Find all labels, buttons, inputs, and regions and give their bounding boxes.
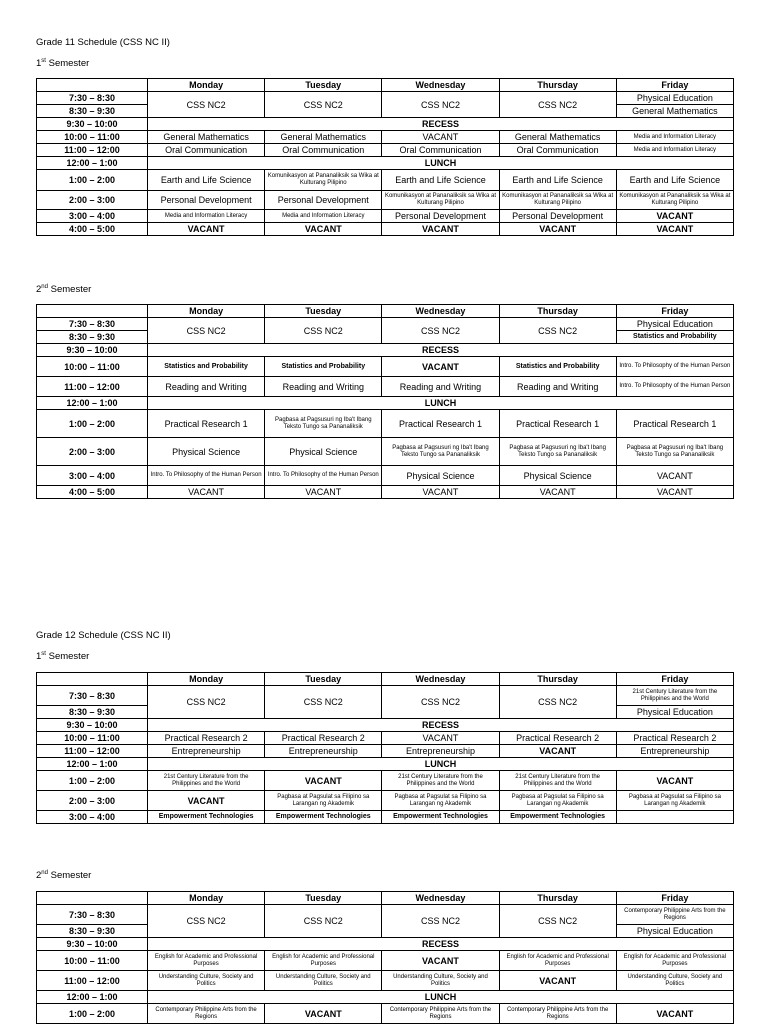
table-row bbox=[37, 991, 734, 1004]
table-row bbox=[37, 1004, 734, 1024]
class-cell: Intro. To Philosophy of the Human Person bbox=[265, 466, 382, 486]
class-cell: Reading and Writing bbox=[499, 377, 616, 397]
class-cell: VACANT bbox=[265, 771, 382, 791]
g12-sem1-table-wrap bbox=[36, 672, 734, 824]
corner-cell bbox=[37, 892, 148, 905]
day-header: Friday bbox=[616, 892, 733, 905]
class-cell: Komunikasyon at Pananaliksik sa Wika at Kulturang Pilipino bbox=[265, 170, 382, 191]
time-cell: 3:00 – 4:00 bbox=[37, 811, 148, 824]
day-header: Friday bbox=[616, 673, 733, 686]
class-cell: Practical Research 1 bbox=[499, 410, 616, 438]
recess-cell: RECESS bbox=[148, 344, 734, 357]
class-cell: CSS NC2 bbox=[148, 905, 265, 938]
time-cell: 1:00 – 2:00 bbox=[37, 410, 148, 438]
day-header: Friday bbox=[616, 305, 733, 318]
g12-sem2-schedule-table bbox=[36, 891, 734, 1024]
class-cell: CSS NC2 bbox=[382, 905, 499, 938]
class-cell: CSS NC2 bbox=[382, 318, 499, 344]
class-cell: VACANT bbox=[265, 1004, 382, 1024]
day-header: Tuesday bbox=[265, 79, 382, 92]
table-row bbox=[37, 92, 734, 105]
class-cell: General Mathematics bbox=[499, 131, 616, 144]
class-cell: Reading and Writing bbox=[148, 377, 265, 397]
g12-sem1-label: 1st Semester bbox=[36, 651, 90, 663]
table-row bbox=[37, 686, 734, 706]
class-cell: Understanding Culture, Society and Politics bbox=[382, 971, 499, 991]
class-cell: Practical Research 2 bbox=[616, 732, 733, 745]
table-row bbox=[37, 758, 734, 771]
corner-cell bbox=[37, 673, 148, 686]
class-cell: Oral Communication bbox=[382, 144, 499, 157]
day-header: Thursday bbox=[499, 305, 616, 318]
class-cell: Understanding Culture, Society and Politics bbox=[148, 971, 265, 991]
class-cell: Practical Research 1 bbox=[148, 410, 265, 438]
day-header: Thursday bbox=[499, 79, 616, 92]
class-cell: Contemporary Philippine Arts from the Regions bbox=[382, 1004, 499, 1024]
class-cell: Statistics and Probability bbox=[265, 357, 382, 377]
recess-cell: RECESS bbox=[148, 719, 734, 732]
time-cell: 1:00 – 2:00 bbox=[37, 1004, 148, 1024]
class-cell: Pagbasa at Pagsulat sa Filipino sa Larangan ng Akademik bbox=[382, 791, 499, 811]
class-cell: CSS NC2 bbox=[148, 318, 265, 344]
class-cell: CSS NC2 bbox=[265, 318, 382, 344]
table-row bbox=[37, 971, 734, 991]
class-cell: VACANT bbox=[616, 771, 733, 791]
day-header: Tuesday bbox=[265, 892, 382, 905]
table-row bbox=[37, 951, 734, 971]
class-cell: VACANT bbox=[616, 1004, 733, 1024]
class-cell: English for Academic and Professional Purposes bbox=[499, 951, 616, 971]
class-cell: VACANT bbox=[148, 486, 265, 499]
class-cell: VACANT bbox=[499, 745, 616, 758]
class-cell: Practical Research 1 bbox=[616, 410, 733, 438]
time-cell: 2:00 – 3:00 bbox=[37, 791, 148, 811]
time-cell: 11:00 – 12:00 bbox=[37, 745, 148, 758]
time-cell: 11:00 – 12:00 bbox=[37, 377, 148, 397]
time-cell: 3:00 – 4:00 bbox=[37, 466, 148, 486]
class-cell: VACANT bbox=[148, 791, 265, 811]
class-cell: VACANT bbox=[382, 732, 499, 745]
class-cell: Entrepreneurship bbox=[616, 745, 733, 758]
day-header: Wednesday bbox=[382, 305, 499, 318]
class-cell: Contemporary Philippine Arts from the Regions bbox=[499, 1004, 616, 1024]
class-cell: General Mathematics bbox=[616, 105, 733, 118]
class-cell: 21st Century Literature from the Philippines and the World bbox=[382, 771, 499, 791]
class-cell: Physical Education bbox=[616, 318, 733, 331]
table-row bbox=[37, 377, 734, 397]
class-cell: Empowerment Technologies bbox=[265, 811, 382, 824]
class-cell: Entrepreneurship bbox=[148, 745, 265, 758]
g11-sem2-label: 2nd Semester bbox=[36, 284, 92, 296]
class-cell: Reading and Writing bbox=[265, 377, 382, 397]
class-cell: VACANT bbox=[265, 486, 382, 499]
class-cell: Practical Research 1 bbox=[382, 410, 499, 438]
class-cell: 21st Century Literature from the Philippines and the World bbox=[148, 771, 265, 791]
class-cell: CSS NC2 bbox=[148, 92, 265, 118]
table-row bbox=[37, 732, 734, 745]
class-cell: Personal Development bbox=[265, 191, 382, 210]
table-row bbox=[37, 131, 734, 144]
header-row bbox=[37, 892, 734, 905]
header-row bbox=[37, 79, 734, 92]
table-row bbox=[37, 144, 734, 157]
class-cell: Practical Research 2 bbox=[265, 732, 382, 745]
class-cell: Statistics and Probability bbox=[616, 331, 733, 344]
table-row bbox=[37, 410, 734, 438]
class-cell: CSS NC2 bbox=[382, 92, 499, 118]
class-cell: Entrepreneurship bbox=[265, 745, 382, 758]
class-cell: VACANT bbox=[382, 951, 499, 971]
class-cell: Pagbasa at Pagsusuri ng Iba't Ibang Teksto Tungo sa Pananaliksik bbox=[616, 438, 733, 466]
class-cell: Physical Science bbox=[148, 438, 265, 466]
class-cell: CSS NC2 bbox=[499, 92, 616, 118]
g12-sem1-schedule-table bbox=[36, 672, 734, 824]
class-cell: Statistics and Probability bbox=[148, 357, 265, 377]
class-cell: Personal Development bbox=[382, 210, 499, 223]
class-cell: CSS NC2 bbox=[499, 686, 616, 719]
class-cell: Physical Education bbox=[616, 925, 733, 938]
class-cell: General Mathematics bbox=[148, 131, 265, 144]
time-cell: 4:00 – 5:00 bbox=[37, 486, 148, 499]
table-row bbox=[37, 771, 734, 791]
header-row bbox=[37, 673, 734, 686]
table-row bbox=[37, 170, 734, 191]
table-row bbox=[37, 223, 734, 236]
class-cell: VACANT bbox=[382, 223, 499, 236]
class-cell: VACANT bbox=[616, 223, 733, 236]
time-cell: 10:00 – 11:00 bbox=[37, 732, 148, 745]
class-cell: English for Academic and Professional Purposes bbox=[148, 951, 265, 971]
g12-sem2-label: 2nd Semester bbox=[36, 870, 92, 882]
class-cell: Practical Research 2 bbox=[148, 732, 265, 745]
class-cell: VACANT bbox=[499, 486, 616, 499]
time-cell: 7:30 – 8:30 bbox=[37, 686, 148, 706]
class-cell: Intro. To Philosophy of the Human Person bbox=[616, 377, 733, 397]
table-row bbox=[37, 357, 734, 377]
class-cell: VACANT bbox=[382, 357, 499, 377]
class-cell: Intro. To Philosophy of the Human Person bbox=[148, 466, 265, 486]
time-cell: 2:00 – 3:00 bbox=[37, 191, 148, 210]
time-cell: 10:00 – 11:00 bbox=[37, 357, 148, 377]
class-cell: VACANT bbox=[382, 131, 499, 144]
class-cell: Contemporary Philippine Arts from the Regions bbox=[616, 905, 733, 925]
class-cell: Oral Communication bbox=[265, 144, 382, 157]
table-row bbox=[37, 811, 734, 824]
class-cell: CSS NC2 bbox=[265, 92, 382, 118]
corner-cell bbox=[37, 305, 148, 318]
time-cell: 10:00 – 11:00 bbox=[37, 951, 148, 971]
class-cell: Empowerment Technologies bbox=[382, 811, 499, 824]
class-cell: VACANT bbox=[499, 223, 616, 236]
class-cell: Empowerment Technologies bbox=[148, 811, 265, 824]
g11-sem1-table-wrap bbox=[36, 78, 734, 236]
table-row bbox=[37, 118, 734, 131]
class-cell: Earth and Life Science bbox=[382, 170, 499, 191]
time-cell: 1:00 – 2:00 bbox=[37, 771, 148, 791]
class-cell: VACANT bbox=[616, 486, 733, 499]
class-cell: VACANT bbox=[382, 486, 499, 499]
class-cell: Media and Information Literacy bbox=[616, 131, 733, 144]
table-row bbox=[37, 745, 734, 758]
class-cell: Komunikasyon at Pananaliksik sa Wika at Kulturang Pilipino bbox=[616, 191, 733, 210]
class-cell: Pagbasa at Pagsulat sa Filipino sa Larangan ng Akademik bbox=[616, 791, 733, 811]
time-cell: 2:00 – 3:00 bbox=[37, 438, 148, 466]
class-cell: Pagbasa at Pagsusuri ng Iba't Ibang Teksto Tungo sa Pananaliksik bbox=[382, 438, 499, 466]
class-cell: Media and Information Literacy bbox=[148, 210, 265, 223]
class-cell: CSS NC2 bbox=[265, 686, 382, 719]
time-cell: 12:00 – 1:00 bbox=[37, 157, 148, 170]
class-cell: Physical Science bbox=[499, 466, 616, 486]
class-cell: Physical Education bbox=[616, 92, 733, 105]
class-cell: Understanding Culture, Society and Politics bbox=[616, 971, 733, 991]
table-row bbox=[37, 397, 734, 410]
time-cell: 12:00 – 1:00 bbox=[37, 758, 148, 771]
class-cell: CSS NC2 bbox=[499, 905, 616, 938]
class-cell: Physical Science bbox=[382, 466, 499, 486]
time-cell: 8:30 – 9:30 bbox=[37, 105, 148, 118]
table-row bbox=[37, 938, 734, 951]
day-header: Wednesday bbox=[382, 673, 499, 686]
class-cell: VACANT bbox=[265, 223, 382, 236]
table-row bbox=[37, 719, 734, 732]
class-cell: Komunikasyon at Pananaliksik sa Wika at Kulturang Pilipino bbox=[382, 191, 499, 210]
day-header: Wednesday bbox=[382, 892, 499, 905]
day-header: Friday bbox=[616, 79, 733, 92]
time-cell: 8:30 – 9:30 bbox=[37, 925, 148, 938]
time-cell: 7:30 – 8:30 bbox=[37, 905, 148, 925]
class-cell: Reading and Writing bbox=[382, 377, 499, 397]
table-row bbox=[37, 318, 734, 331]
day-header: Monday bbox=[148, 892, 265, 905]
lunch-cell: LUNCH bbox=[148, 758, 734, 771]
g11-sem1-label: 1st Semester bbox=[36, 58, 90, 70]
class-cell: Earth and Life Science bbox=[148, 170, 265, 191]
class-cell: Pagbasa at Pagsusuri ng Iba't Ibang Teksto Tungo sa Pananaliksik bbox=[499, 438, 616, 466]
class-cell: Intro. To Philosophy of the Human Person bbox=[616, 357, 733, 377]
class-cell: Physical Science bbox=[265, 438, 382, 466]
day-header: Thursday bbox=[499, 892, 616, 905]
recess-cell: RECESS bbox=[148, 938, 734, 951]
grade11-title: Grade 11 Schedule (CSS NC II) bbox=[36, 37, 170, 48]
g11-sem1-schedule-table bbox=[36, 78, 734, 236]
class-cell: CSS NC2 bbox=[382, 686, 499, 719]
table-row bbox=[37, 210, 734, 223]
class-cell bbox=[616, 811, 733, 824]
time-cell: 12:00 – 1:00 bbox=[37, 397, 148, 410]
class-cell: Media and Information Literacy bbox=[265, 210, 382, 223]
lunch-cell: LUNCH bbox=[148, 157, 734, 170]
class-cell: Komunikasyon at Pananaliksik sa Wika at Kulturang Pilipino bbox=[499, 191, 616, 210]
g11-sem2-schedule-table bbox=[36, 304, 734, 499]
class-cell: Personal Development bbox=[499, 210, 616, 223]
corner-cell bbox=[37, 79, 148, 92]
class-cell: VACANT bbox=[148, 223, 265, 236]
class-cell: English for Academic and Professional Purposes bbox=[616, 951, 733, 971]
class-cell: Oral Communication bbox=[148, 144, 265, 157]
time-cell: 3:00 – 4:00 bbox=[37, 210, 148, 223]
class-cell: Statistics and Probability bbox=[499, 357, 616, 377]
class-cell: Oral Communication bbox=[499, 144, 616, 157]
time-cell: 7:30 – 8:30 bbox=[37, 318, 148, 331]
day-header: Monday bbox=[148, 673, 265, 686]
class-cell: Pagbasa at Pagsulat sa Filipino sa Larangan ng Akademik bbox=[265, 791, 382, 811]
time-cell: 4:00 – 5:00 bbox=[37, 223, 148, 236]
class-cell: Media and Information Literacy bbox=[616, 144, 733, 157]
day-header: Wednesday bbox=[382, 79, 499, 92]
table-row bbox=[37, 344, 734, 357]
g11-sem2-table-wrap bbox=[36, 304, 734, 499]
class-cell: CSS NC2 bbox=[148, 686, 265, 719]
lunch-cell: LUNCH bbox=[148, 991, 734, 1004]
recess-cell: RECESS bbox=[148, 118, 734, 131]
time-cell: 9:30 – 10:00 bbox=[37, 938, 148, 951]
time-cell: 12:00 – 1:00 bbox=[37, 991, 148, 1004]
table-row bbox=[37, 191, 734, 210]
time-cell: 11:00 – 12:00 bbox=[37, 144, 148, 157]
class-cell: Empowerment Technologies bbox=[499, 811, 616, 824]
day-header: Thursday bbox=[499, 673, 616, 686]
class-cell: Physical Education bbox=[616, 706, 733, 719]
grade12-title: Grade 12 Schedule (CSS NC II) bbox=[36, 630, 171, 641]
g12-sem2-table-wrap bbox=[36, 891, 734, 1024]
header-row bbox=[37, 305, 734, 318]
time-cell: 9:30 – 10:00 bbox=[37, 719, 148, 732]
class-cell: Earth and Life Science bbox=[499, 170, 616, 191]
class-cell: Pagbasa at Pagsusuri ng Iba't Ibang Teksto Tungo sa Pananaliksik bbox=[265, 410, 382, 438]
class-cell: Contemporary Philippine Arts from the Regions bbox=[148, 1004, 265, 1024]
class-cell: Entrepreneurship bbox=[382, 745, 499, 758]
class-cell: 21st Century Literature from the Philippines and the World bbox=[616, 686, 733, 706]
lunch-cell: LUNCH bbox=[148, 397, 734, 410]
day-header: Tuesday bbox=[265, 305, 382, 318]
table-row bbox=[37, 157, 734, 170]
class-cell: Understanding Culture, Society and Politics bbox=[265, 971, 382, 991]
table-row bbox=[37, 486, 734, 499]
day-header: Tuesday bbox=[265, 673, 382, 686]
class-cell: General Mathematics bbox=[265, 131, 382, 144]
table-row bbox=[37, 466, 734, 486]
class-cell: VACANT bbox=[616, 466, 733, 486]
class-cell: VACANT bbox=[499, 971, 616, 991]
time-cell: 8:30 – 9:30 bbox=[37, 331, 148, 344]
time-cell: 9:30 – 10:00 bbox=[37, 344, 148, 357]
class-cell: Pagbasa at Pagsulat sa Filipino sa Larangan ng Akademik bbox=[499, 791, 616, 811]
class-cell: English for Academic and Professional Purposes bbox=[265, 951, 382, 971]
class-cell: CSS NC2 bbox=[499, 318, 616, 344]
table-row bbox=[37, 438, 734, 466]
class-cell: CSS NC2 bbox=[265, 905, 382, 938]
time-cell: 9:30 – 10:00 bbox=[37, 118, 148, 131]
day-header: Monday bbox=[148, 305, 265, 318]
table-row bbox=[37, 905, 734, 925]
day-header: Monday bbox=[148, 79, 265, 92]
time-cell: 8:30 – 9:30 bbox=[37, 706, 148, 719]
class-cell: Personal Development bbox=[148, 191, 265, 210]
class-cell: VACANT bbox=[616, 210, 733, 223]
time-cell: 11:00 – 12:00 bbox=[37, 971, 148, 991]
time-cell: 10:00 – 11:00 bbox=[37, 131, 148, 144]
table-row bbox=[37, 791, 734, 811]
time-cell: 7:30 – 8:30 bbox=[37, 92, 148, 105]
class-cell: Earth and Life Science bbox=[616, 170, 733, 191]
time-cell: 1:00 – 2:00 bbox=[37, 170, 148, 191]
class-cell: 21st Century Literature from the Philippines and the World bbox=[499, 771, 616, 791]
class-cell: Practical Research 2 bbox=[499, 732, 616, 745]
